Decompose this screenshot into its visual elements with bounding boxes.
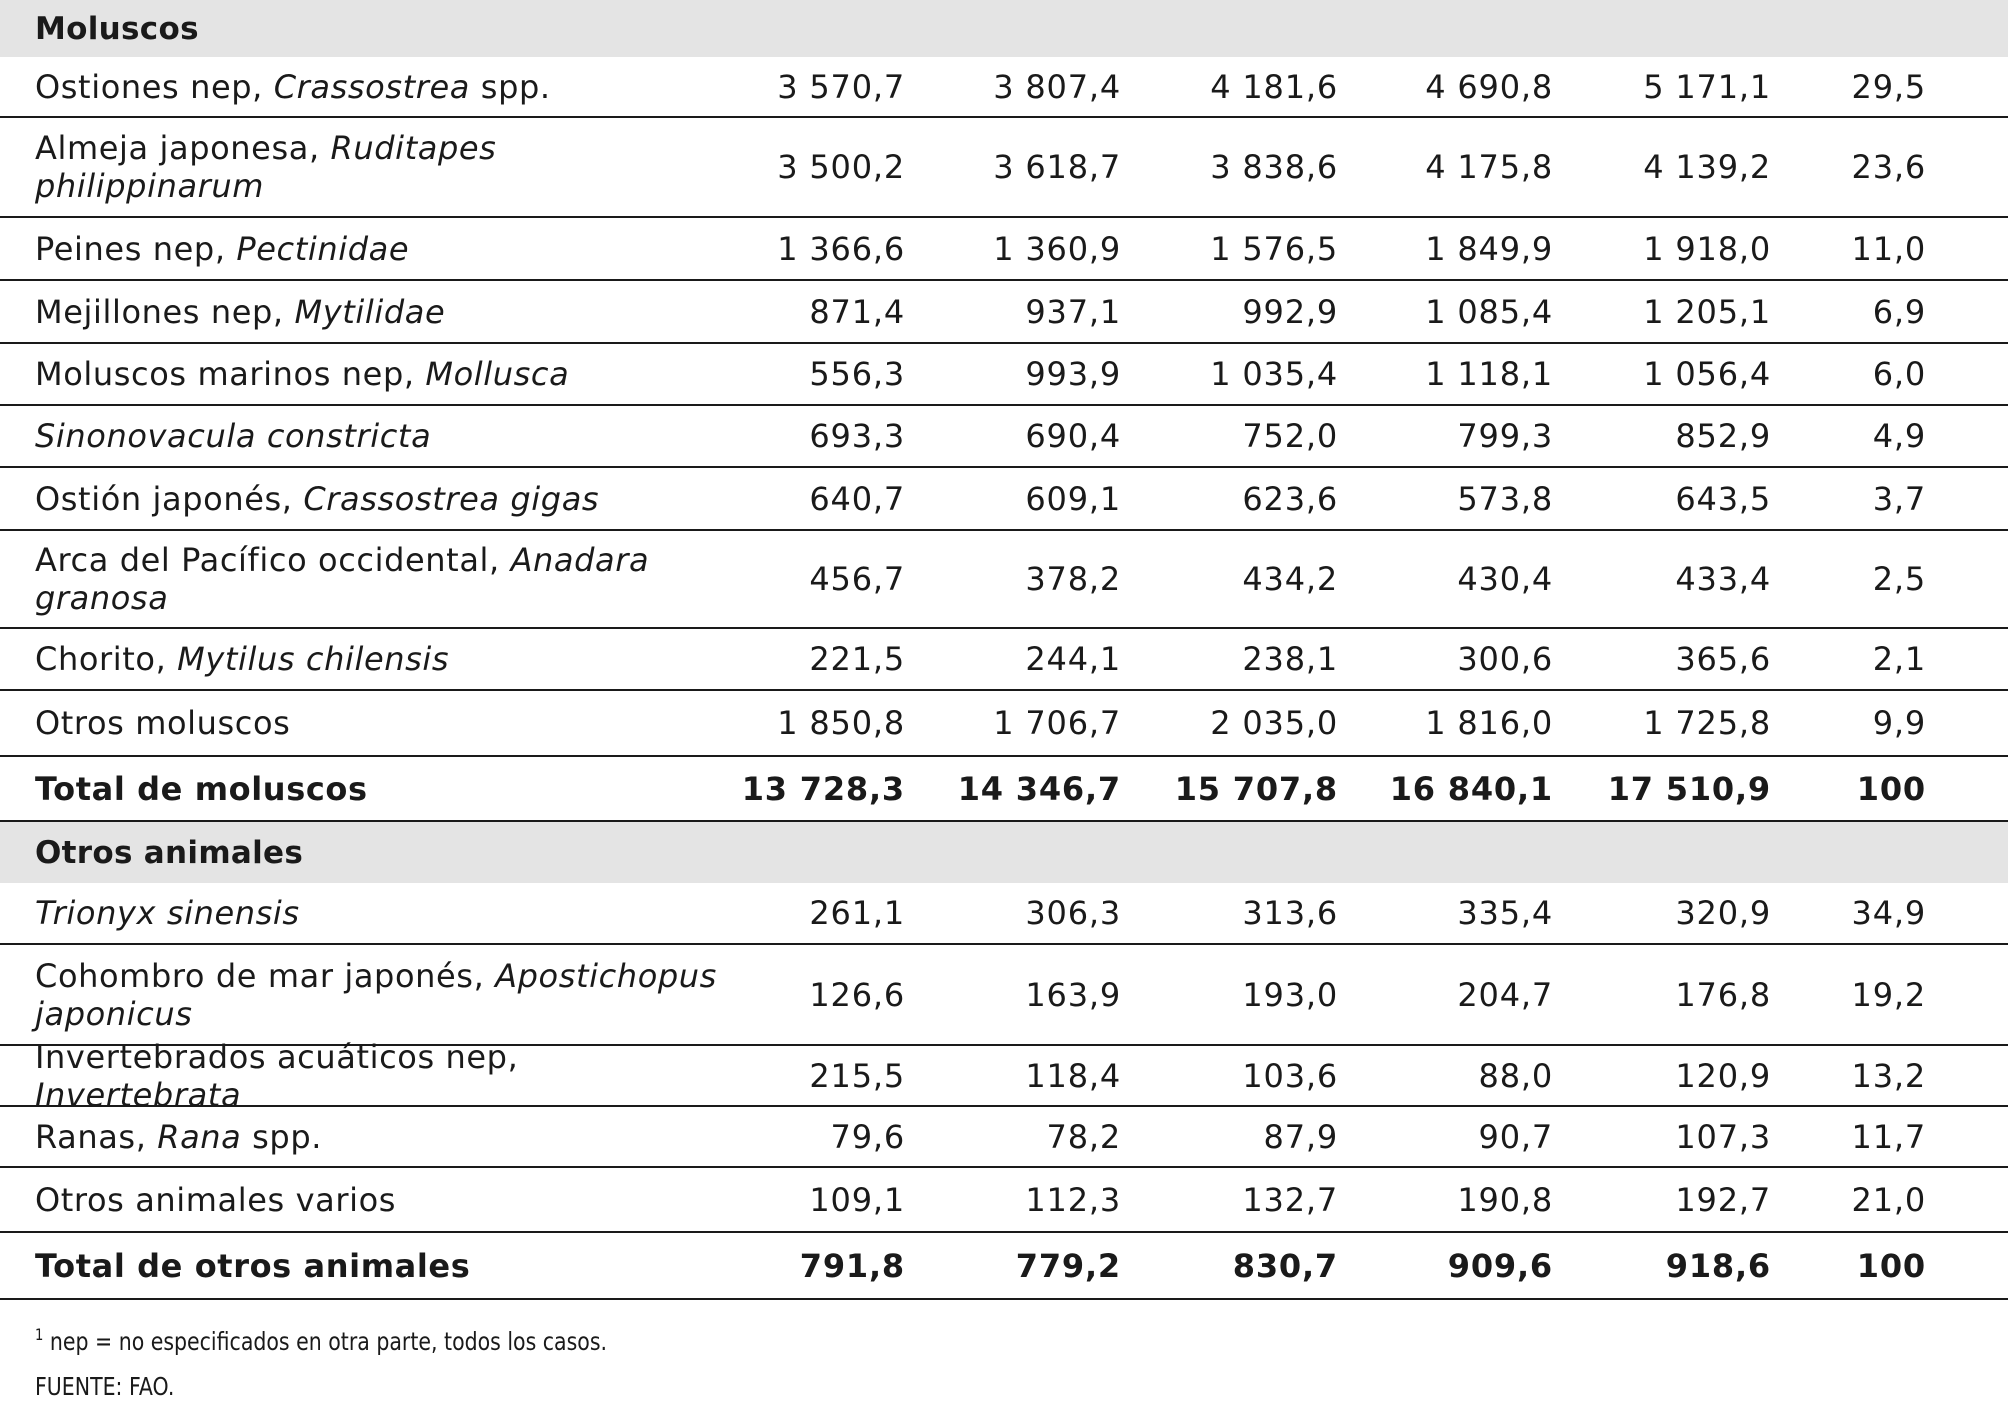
source-note xyxy=(35,1372,174,1401)
value-cell: 830,7 xyxy=(1232,1246,1338,1285)
table-row xyxy=(0,57,2008,118)
row-label xyxy=(35,704,735,742)
common-name: Total de moluscos xyxy=(35,769,368,808)
value-cell: 221,5 xyxy=(809,640,905,678)
value-cell: 320,9 xyxy=(1675,894,1771,932)
value-cell: 871,4 xyxy=(809,292,905,331)
value-cell: 1 849,9 xyxy=(1425,229,1553,268)
value-cell: 1 205,1 xyxy=(1643,292,1771,331)
species-name: Crassostrea xyxy=(273,67,471,106)
share-cell: 3,7 xyxy=(1872,479,1926,518)
value-cell: 918,6 xyxy=(1665,1246,1771,1285)
common-name: Almeja japonesa, xyxy=(35,129,331,167)
value-cell: 132,7 xyxy=(1242,1180,1338,1219)
total-label xyxy=(35,770,735,808)
species-name: Apostichopus japonicus xyxy=(35,956,717,1033)
share-cell: 11,7 xyxy=(1851,1117,1926,1156)
value-cell: 1 918,0 xyxy=(1643,229,1771,268)
species-name: Ruditapes philippinarum xyxy=(35,129,497,205)
share-cell: 6,0 xyxy=(1872,355,1926,393)
value-cell: 306,3 xyxy=(1025,894,1121,932)
table-row xyxy=(0,1168,2008,1233)
footnote-marker: 1 xyxy=(35,1325,44,1344)
value-cell: 1 816,0 xyxy=(1425,704,1553,742)
row-label xyxy=(35,640,735,678)
value-cell: 643,5 xyxy=(1675,479,1771,518)
value-cell: 693,3 xyxy=(809,417,905,455)
value-cell: 609,1 xyxy=(1025,479,1121,518)
share-cell: 23,6 xyxy=(1851,148,1926,186)
common-name: Total de otros animales xyxy=(35,1246,471,1285)
common-name: Chorito, xyxy=(35,640,178,678)
value-cell: 365,6 xyxy=(1675,640,1771,678)
species-name: Mollusca xyxy=(425,355,570,393)
value-cell: 204,7 xyxy=(1457,975,1553,1014)
species-name: Mytilidae xyxy=(294,292,446,331)
total-row xyxy=(0,1233,2008,1300)
species-name: Rana xyxy=(157,1117,242,1156)
share-cell: 2,1 xyxy=(1872,640,1926,678)
value-cell: 3 500,2 xyxy=(777,148,905,186)
common-name: Arca del Pacífico occidental, xyxy=(35,541,511,579)
row-label xyxy=(35,129,735,205)
value-cell: 1 366,6 xyxy=(777,229,905,268)
source-text: FUENTE: FAO. xyxy=(35,1372,175,1401)
value-cell: 909,6 xyxy=(1447,1246,1553,1285)
table-row xyxy=(0,406,2008,468)
value-cell: 90,7 xyxy=(1478,1117,1553,1156)
value-cell: 433,4 xyxy=(1675,560,1771,598)
value-cell: 5 171,1 xyxy=(1643,67,1771,106)
value-cell: 852,9 xyxy=(1675,417,1771,455)
share-cell: 9,9 xyxy=(1872,704,1926,742)
table-row xyxy=(0,531,2008,629)
share-cell: 2,5 xyxy=(1872,560,1926,598)
value-cell: 1 056,4 xyxy=(1643,355,1771,393)
value-cell: 109,1 xyxy=(809,1180,905,1219)
common-name: Otros animales varios xyxy=(35,1180,397,1219)
value-cell: 4 139,2 xyxy=(1643,148,1771,186)
value-cell: 1 118,1 xyxy=(1425,355,1553,393)
value-cell: 3 838,6 xyxy=(1210,148,1338,186)
value-cell: 690,4 xyxy=(1025,417,1121,455)
value-cell: 14 346,7 xyxy=(957,769,1121,808)
row-label xyxy=(35,293,735,331)
value-cell: 623,6 xyxy=(1242,479,1338,518)
value-cell: 107,3 xyxy=(1675,1117,1771,1156)
value-cell: 4 690,8 xyxy=(1425,67,1553,106)
total-label xyxy=(35,1247,735,1285)
common-name: Ostiones nep, xyxy=(35,67,274,106)
value-cell: 4 175,8 xyxy=(1425,148,1553,186)
table-row xyxy=(0,468,2008,531)
row-label xyxy=(35,1118,735,1156)
row-label xyxy=(35,355,735,393)
table-row xyxy=(0,691,2008,757)
value-cell: 244,1 xyxy=(1025,640,1121,678)
share-cell: 19,2 xyxy=(1851,975,1926,1014)
value-cell: 238,1 xyxy=(1242,640,1338,678)
share-cell: 11,0 xyxy=(1851,229,1926,268)
section-title: Moluscos xyxy=(35,10,199,47)
common-name: Mejillones nep, xyxy=(35,292,295,331)
row-label xyxy=(35,1181,735,1219)
row-label xyxy=(35,230,735,268)
section-header xyxy=(0,0,2008,57)
value-cell: 1 725,8 xyxy=(1643,704,1771,742)
value-cell: 640,7 xyxy=(809,479,905,518)
name-suffix: spp. xyxy=(241,1117,323,1156)
value-cell: 126,6 xyxy=(809,975,905,1014)
value-cell: 573,8 xyxy=(1457,479,1553,518)
table-row xyxy=(0,118,2008,218)
common-name: Ranas, xyxy=(35,1117,158,1156)
share-cell: 6,9 xyxy=(1872,292,1926,331)
value-cell: 937,1 xyxy=(1025,292,1121,331)
value-cell: 17 510,9 xyxy=(1607,769,1771,808)
common-name: Otros moluscos xyxy=(35,704,291,742)
value-cell: 300,6 xyxy=(1457,640,1553,678)
value-cell: 78,2 xyxy=(1046,1117,1121,1156)
value-cell: 430,4 xyxy=(1457,560,1553,598)
common-name: Peines nep, xyxy=(35,229,237,268)
value-cell: 1 085,4 xyxy=(1425,292,1553,331)
value-cell: 215,5 xyxy=(809,1056,905,1095)
value-cell: 791,8 xyxy=(799,1246,905,1285)
value-cell: 3 570,7 xyxy=(777,67,905,106)
row-label xyxy=(35,417,735,455)
table-row xyxy=(0,344,2008,406)
value-cell: 335,4 xyxy=(1457,894,1553,932)
species-name: Anadara granosa xyxy=(35,541,650,617)
value-cell: 120,9 xyxy=(1675,1056,1771,1095)
species-name: Invertebrata xyxy=(35,1075,242,1114)
value-cell: 15 707,8 xyxy=(1174,769,1338,808)
species-name: Mytilus chilensis xyxy=(177,640,450,678)
value-cell: 261,1 xyxy=(809,894,905,932)
row-label xyxy=(35,957,735,1033)
footnote-text: nep = no especificados en otra parte, todos los casos. xyxy=(43,1327,608,1356)
table-row xyxy=(0,218,2008,281)
share-cell: 21,0 xyxy=(1851,1180,1926,1219)
share-cell: 100 xyxy=(1856,769,1926,808)
value-cell: 1 706,7 xyxy=(993,704,1121,742)
value-cell: 752,0 xyxy=(1242,417,1338,455)
table-row xyxy=(0,1037,2008,1114)
common-name: Invertebrados acuáticos nep, xyxy=(35,1037,519,1076)
share-cell: 34,9 xyxy=(1851,894,1926,932)
value-cell: 1 360,9 xyxy=(993,229,1121,268)
value-cell: 88,0 xyxy=(1478,1056,1553,1095)
species-name: Trionyx sinensis xyxy=(35,894,300,932)
value-cell: 1 576,5 xyxy=(1210,229,1338,268)
value-cell: 13 728,3 xyxy=(741,769,905,808)
value-cell: 556,3 xyxy=(809,355,905,393)
value-cell: 1 035,4 xyxy=(1210,355,1338,393)
table-row xyxy=(0,945,2008,1046)
footnote xyxy=(35,1325,607,1356)
table-row xyxy=(0,1107,2008,1168)
value-cell: 992,9 xyxy=(1242,292,1338,331)
value-cell: 112,3 xyxy=(1025,1180,1121,1219)
row-label xyxy=(35,68,735,106)
species-name: Sinonovacula constricta xyxy=(35,417,432,455)
value-cell: 118,4 xyxy=(1025,1056,1121,1095)
value-cell: 378,2 xyxy=(1025,560,1121,598)
value-cell: 4 181,6 xyxy=(1210,67,1338,106)
value-cell: 993,9 xyxy=(1025,355,1121,393)
value-cell: 779,2 xyxy=(1015,1246,1121,1285)
row-label xyxy=(35,1038,735,1114)
value-cell: 434,2 xyxy=(1242,560,1338,598)
table-row xyxy=(0,281,2008,344)
section-header xyxy=(0,822,2008,883)
total-row xyxy=(0,757,2008,822)
value-cell: 3 618,7 xyxy=(993,148,1121,186)
share-cell: 100 xyxy=(1856,1246,1926,1285)
share-cell: 29,5 xyxy=(1851,67,1926,106)
value-cell: 16 840,1 xyxy=(1389,769,1553,808)
value-cell: 193,0 xyxy=(1242,975,1338,1014)
value-cell: 3 807,4 xyxy=(993,67,1121,106)
species-name: Pectinidae xyxy=(236,229,410,268)
row-label xyxy=(35,480,735,518)
row-label xyxy=(35,894,735,932)
value-cell: 163,9 xyxy=(1025,975,1121,1014)
common-name: Ostión japonés, xyxy=(35,479,304,518)
value-cell: 79,6 xyxy=(830,1117,905,1156)
common-name: Cohombro de mar japonés, xyxy=(35,956,496,995)
row-label xyxy=(35,541,735,617)
common-name: Moluscos marinos nep, xyxy=(35,355,426,393)
table-row xyxy=(0,883,2008,945)
species-name: Crassostrea gigas xyxy=(303,479,600,518)
value-cell: 103,6 xyxy=(1242,1056,1338,1095)
value-cell: 2 035,0 xyxy=(1210,704,1338,742)
section-title: Otros animales xyxy=(35,834,304,871)
share-cell: 4,9 xyxy=(1872,417,1926,455)
share-cell: 13,2 xyxy=(1851,1056,1926,1095)
value-cell: 313,6 xyxy=(1242,894,1338,932)
value-cell: 190,8 xyxy=(1457,1180,1553,1219)
table-row xyxy=(0,629,2008,691)
value-cell: 192,7 xyxy=(1675,1180,1771,1219)
value-cell: 1 850,8 xyxy=(777,704,905,742)
value-cell: 799,3 xyxy=(1457,417,1553,455)
value-cell: 176,8 xyxy=(1675,975,1771,1014)
value-cell: 456,7 xyxy=(809,560,905,598)
value-cell: 87,9 xyxy=(1263,1117,1338,1156)
name-suffix: spp. xyxy=(470,67,551,106)
